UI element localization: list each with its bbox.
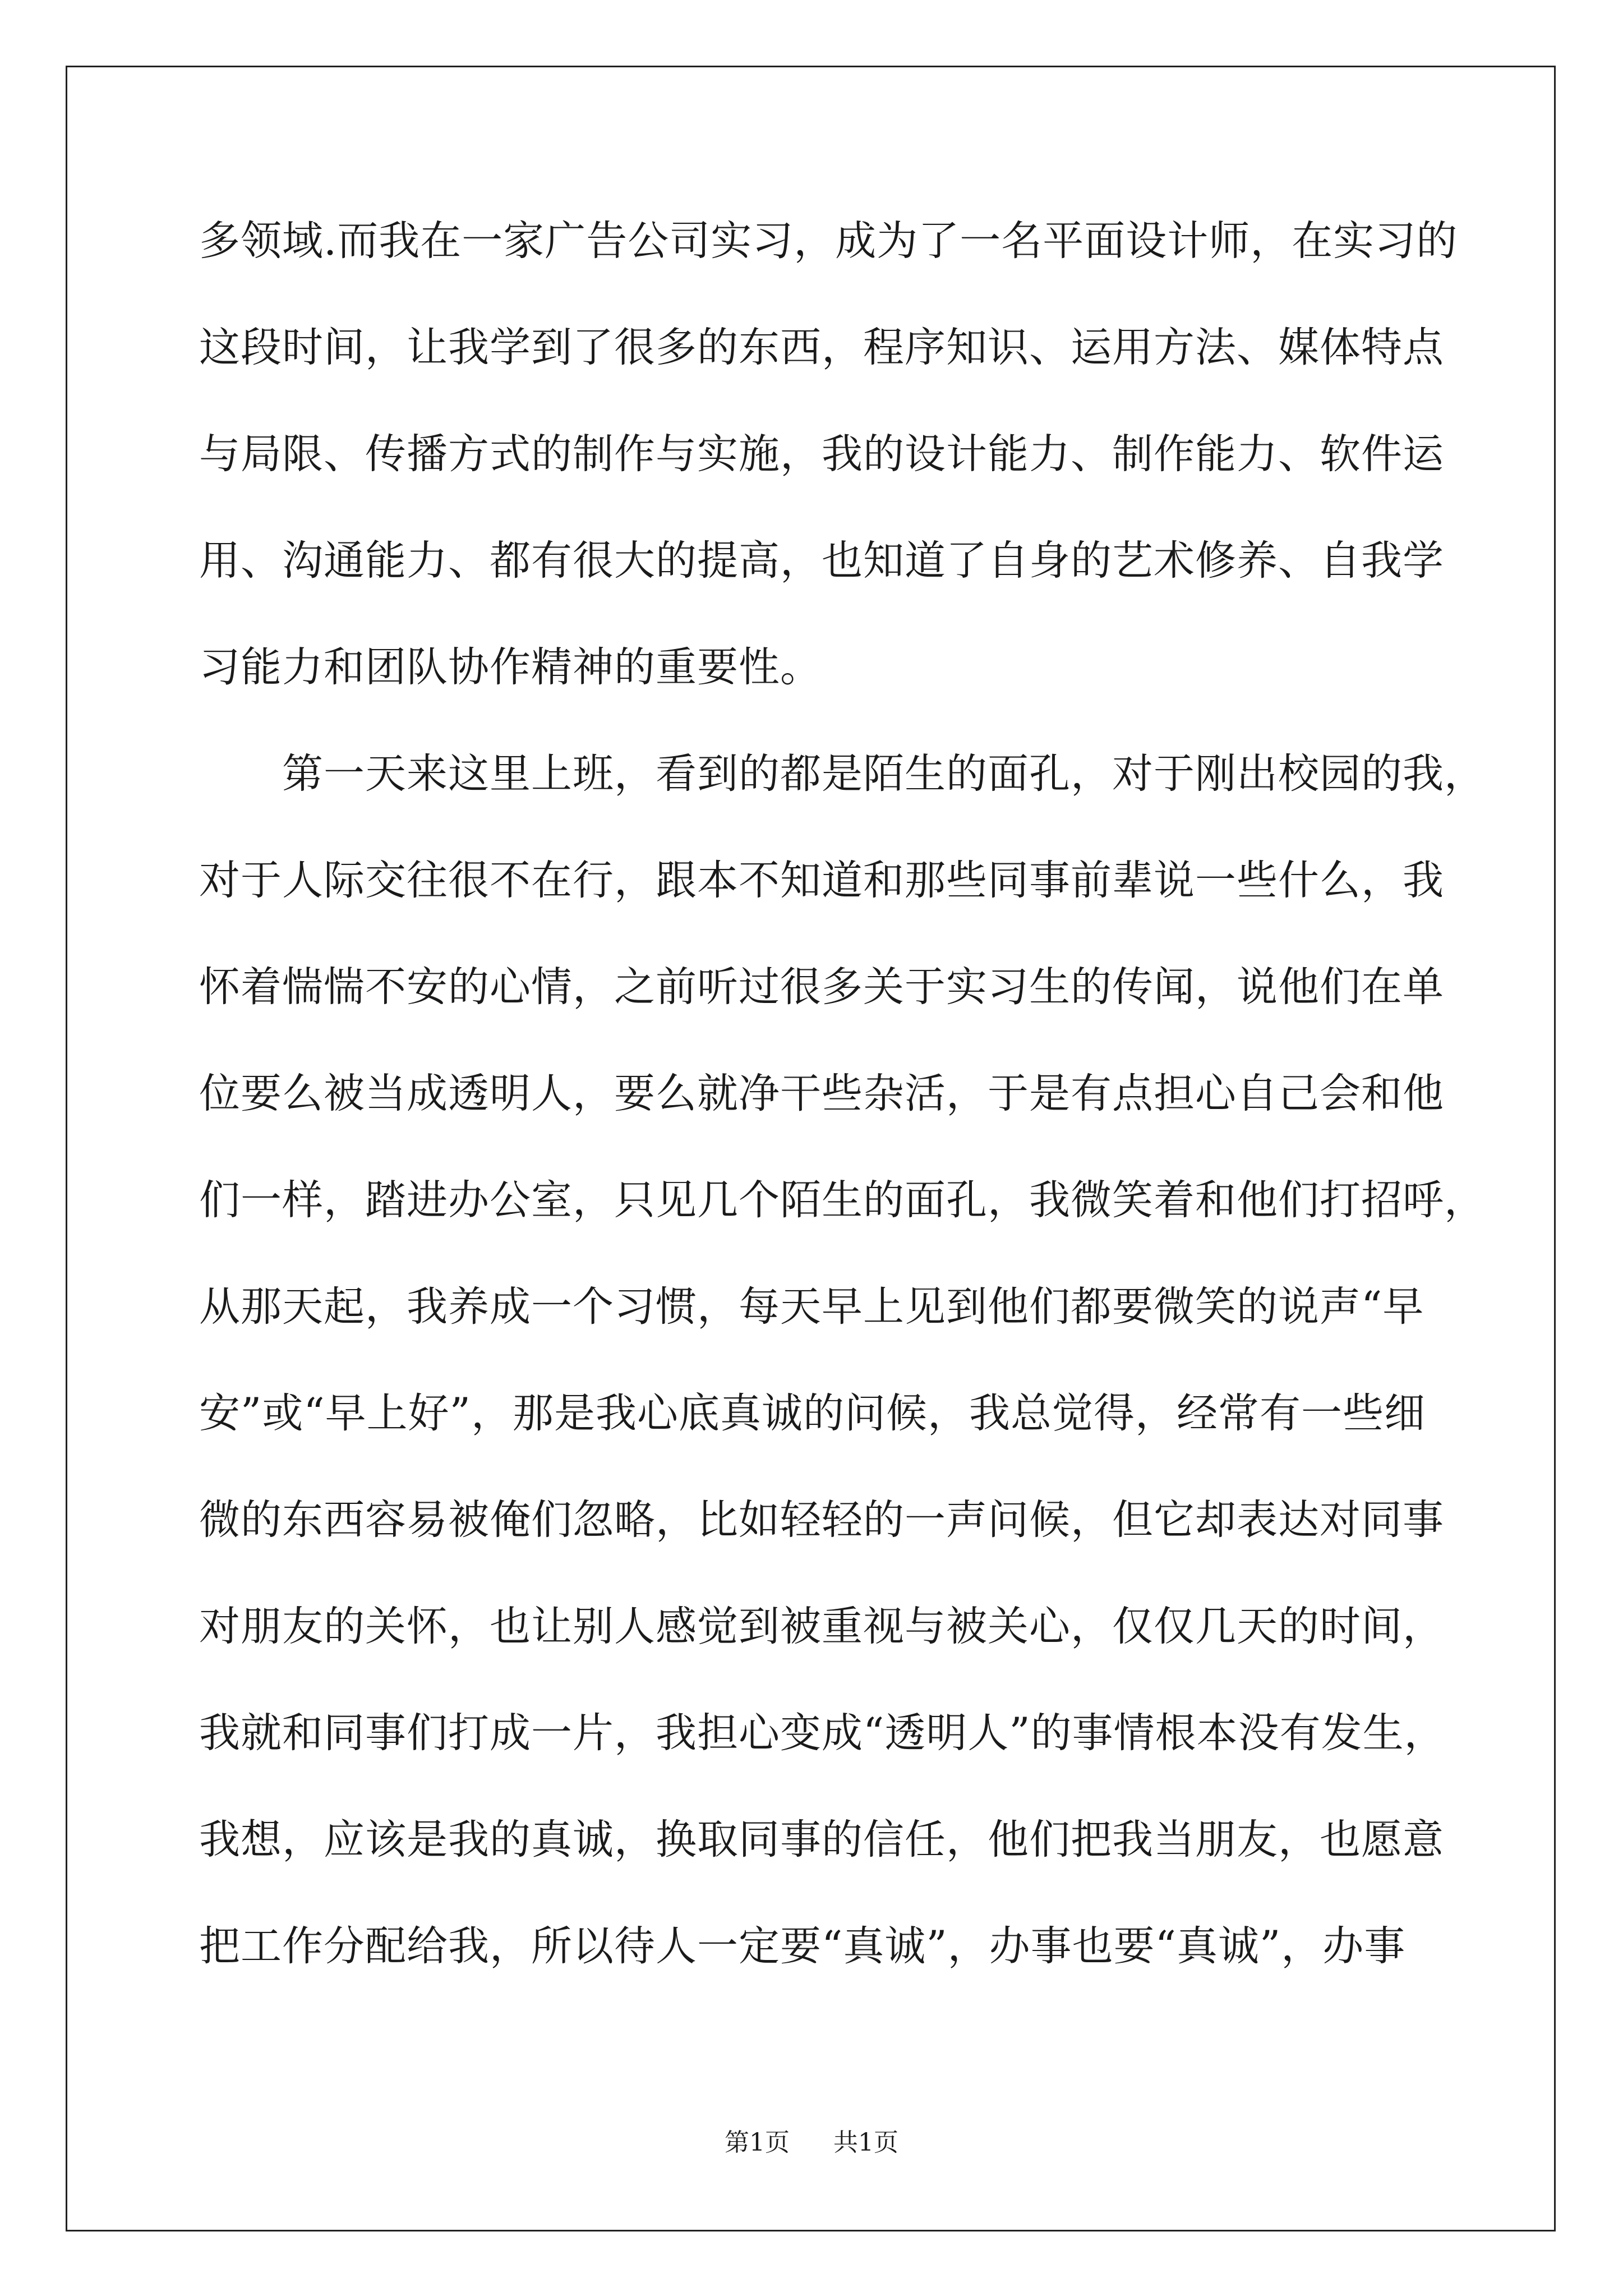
text-line: 安”或“早上好”，那是我心底真诚的问候，我总觉得，经常有一些细 [199, 1389, 1426, 1437]
text-line: 们一样，踏进办公室，只见几个陌生的面孔，我微笑着和他们打招呼， [199, 1176, 1486, 1224]
text-line: 这段时间，让我学到了很多的东西，程序知识、运用方法、媒体特点 [199, 324, 1444, 371]
page-total: 共1页 [833, 2128, 898, 2157]
text-line: 习能力和团队协作精神的重要性。 [199, 643, 822, 691]
page-number: 第1页 [725, 2128, 790, 2157]
text-line: 与局限、传播方式的制作与实施，我的设计能力、制作能力、软件运 [199, 430, 1444, 478]
text-line: 第一天来这里上班，看到的都是陌生的面孔，对于刚出校园的我， [199, 750, 1486, 798]
text-line: 怀着惴惴不安的心情，之前听过很多关于实习生的传闻，说他们在单 [199, 963, 1444, 1011]
text-line: 从那天起，我养成一个习惯，每天早上见到他们都要微笑的说声“早 [199, 1283, 1424, 1331]
text-line: 位要么被当成透明人，要么就净干些杂活，于是有点担心自己会和他 [199, 1070, 1444, 1117]
text-line: 对朋友的关怀，也让别人感觉到被重视与被关心，仅仅几天的时间， [199, 1603, 1444, 1650]
text-line: 对于人际交往很不在行，跟本不知道和那些同事前辈说一些什么，我 [199, 857, 1444, 904]
page-border [66, 66, 1556, 2231]
text-line: 多领域.而我在一家广告公司实习，成为了一名平面设计师，在实习的 [199, 217, 1458, 265]
text-line: 微的东西容易被俺们忽略，比如轻轻的一声问候，但它却表达对同事 [199, 1496, 1444, 1544]
text-line: 把工作分配给我，所以待人一定要“真诚”，办事也要“真诚”，办事 [199, 1922, 1406, 1970]
text-line: 用、沟通能力、都有很大的提高，也知道了自身的艺术修养、自我学 [199, 537, 1444, 585]
text-line: 我想，应该是我的真诚，换取同事的信任，他们把我当朋友，也愿意 [199, 1816, 1444, 1864]
text-line: 我就和同事们打成一片，我担心变成“透明人”的事情根本没有发生， [199, 1709, 1446, 1757]
page-footer [0, 2126, 1623, 2160]
